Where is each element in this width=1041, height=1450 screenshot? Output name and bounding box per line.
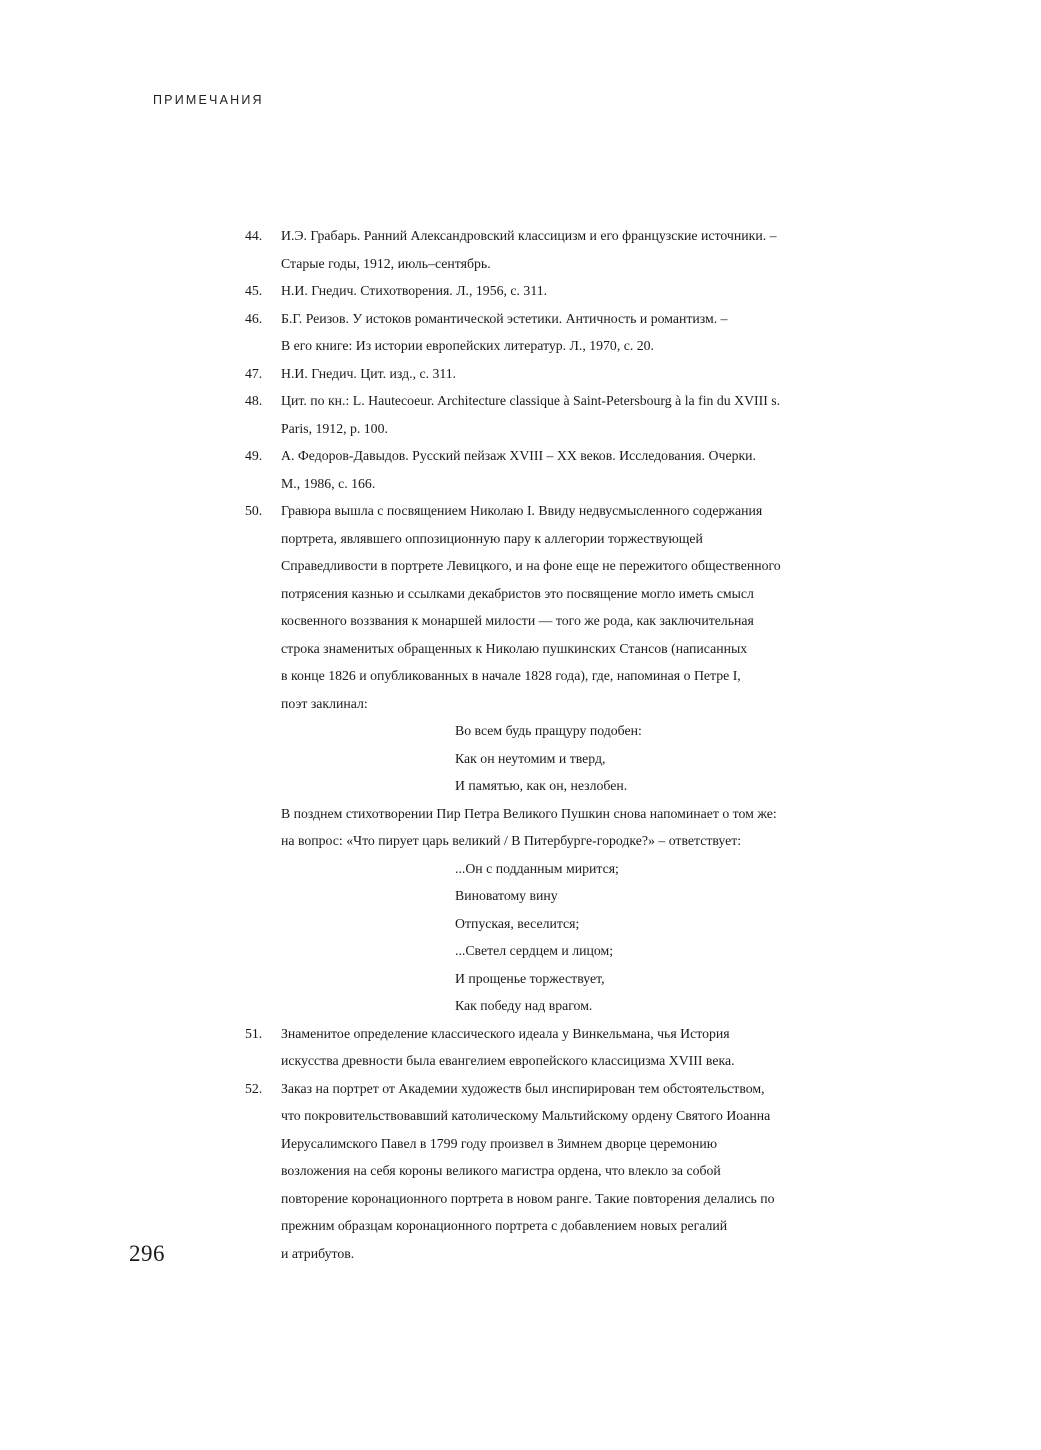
- note-line: Paris, 1912, p. 100.: [281, 420, 388, 436]
- verse-line: ...Он с подданным мирится;: [455, 860, 619, 876]
- notes-list: [245, 222, 925, 1267]
- note-number: 52.: [245, 1080, 263, 1096]
- note-number: 49.: [245, 448, 263, 463]
- note-line: Заказ на портрет от Академии художеств был инспирирован тем обстоятельством,: [281, 1080, 765, 1096]
- note-line: Справедливости в портрете Левицкого, и на фоне еще не пережитого общественного: [281, 558, 781, 573]
- note-text: [281, 442, 925, 497]
- verse-line: Отпуская, веселится;: [455, 915, 580, 931]
- note-number: 45.: [245, 283, 263, 298]
- note-number: 50.: [245, 503, 263, 518]
- note-line: Старые годы, 1912, июль–сентябрь.: [281, 255, 491, 271]
- note-line: Знаменитое определение классического идеала у Винкельмана, чья История: [281, 1025, 730, 1041]
- note-text: [281, 387, 925, 442]
- note-line: поэт заклинал:: [281, 695, 368, 711]
- note-number: 44.: [245, 228, 263, 243]
- note-text: [281, 222, 925, 277]
- page-number: 296: [129, 1241, 165, 1266]
- note-line: Цит. по кн.: L. Hautecoeur. Architecture classique à Saint-Petersbourg à la fin du XVIII s.: [281, 393, 781, 408]
- note-line: портрета, являвшего оппозиционную пару к аллегории торжествующей: [281, 530, 703, 546]
- note-line: И.Э. Грабарь. Ранний Александровский классицизм и его французские источники. –: [281, 228, 777, 243]
- note-51: [245, 1020, 925, 1075]
- note-line: А. Федоров-Давыдов. Русский пейзаж XVIII – XX веков. Исследования. Очерки.: [281, 448, 757, 463]
- note-46: [245, 305, 925, 360]
- note-line: Н.И. Гнедич. Стихотворения. Л., 1956, с. 311.: [281, 283, 548, 298]
- note-line: косвенного воззвания к монаршей милости — того же рода, как заключительная: [281, 613, 754, 628]
- verse-line: ...Светел сердцем и лицом;: [455, 943, 614, 958]
- verse-line: Как победу над врагом.: [455, 998, 593, 1013]
- verse-line: Как он неутомим и тверд,: [455, 750, 606, 766]
- verse-line: И памятью, как он, незлобен.: [455, 778, 628, 793]
- note-text: [281, 497, 925, 1020]
- note-line: повторение коронационного портрета в новом ранге. Такие повторения делались по: [281, 1190, 775, 1206]
- note-line: искусства древности была евангелием европейского классицизма XVIII века.: [281, 1053, 735, 1068]
- note-text: [281, 305, 925, 360]
- note-line: В позднем стихотворении Пир Петра Великого Пушкин снова напоминает о том же:: [281, 805, 777, 821]
- note-line: М., 1986, с. 166.: [281, 475, 376, 491]
- running-header: ПРИМЕЧАНИЯ: [153, 93, 264, 107]
- note-line: что покровительствовавший католическому Мальтийскому ордену Святого Иоанна: [281, 1108, 771, 1123]
- note-text: [281, 1020, 925, 1075]
- note-line: В его книге: Из истории европейских литератур. Л., 1970, с. 20.: [281, 338, 655, 353]
- note-line: на вопрос: «Что пирует царь великий / В Питербурге-городке?» – ответствует:: [281, 833, 742, 848]
- note-50: [245, 497, 925, 1020]
- note-line: возложения на себя короны великого магистра ордена, что влекло за собой: [281, 1163, 721, 1178]
- note-line: строка знаменитых обращенных к Николаю пушкинских Стансов (написанных: [281, 640, 748, 656]
- note-text: [281, 360, 925, 388]
- note-48: [245, 387, 925, 442]
- note-52: [245, 1075, 925, 1268]
- note-line: Н.И. Гнедич. Цит. изд., с. 311.: [281, 365, 457, 381]
- note-text: [281, 277, 925, 305]
- note-number: 48.: [245, 393, 263, 408]
- note-45: [245, 277, 925, 305]
- note-line: Иерусалимского Павел в 1799 году произвел в Зимнем дворце церемонию: [281, 1135, 718, 1151]
- note-line: Б.Г. Реизов. У истоков романтической эстетики. Античность и романтизм. –: [281, 310, 728, 326]
- note-line: и атрибутов.: [281, 1245, 355, 1261]
- note-number: 47.: [245, 365, 263, 381]
- note-text: [281, 1075, 925, 1268]
- note-49: [245, 442, 925, 497]
- verse-line: Во всем будь пращуру подобен:: [455, 723, 642, 738]
- verse-line: И прощенье торжествует,: [455, 970, 605, 986]
- note-number: 46.: [245, 310, 263, 326]
- note-line: Гравюра вышла с посвящением Николаю I. Ввиду недвусмысленного содержания: [281, 503, 763, 518]
- note-44: [245, 222, 925, 277]
- note-line: прежним образцам коронационного портрета с добавлением новых регалий: [281, 1218, 728, 1233]
- note-line: в конце 1826 и опубликованных в начале 1828 года), где, напоминая о Петре I,: [281, 668, 741, 683]
- note-line: потрясения казнью и ссылками декабристов это посвящение могло иметь смысл: [281, 585, 754, 601]
- note-47: [245, 360, 925, 388]
- note-number: 51.: [245, 1025, 263, 1041]
- verse-line: Виноватому вину: [455, 888, 558, 903]
